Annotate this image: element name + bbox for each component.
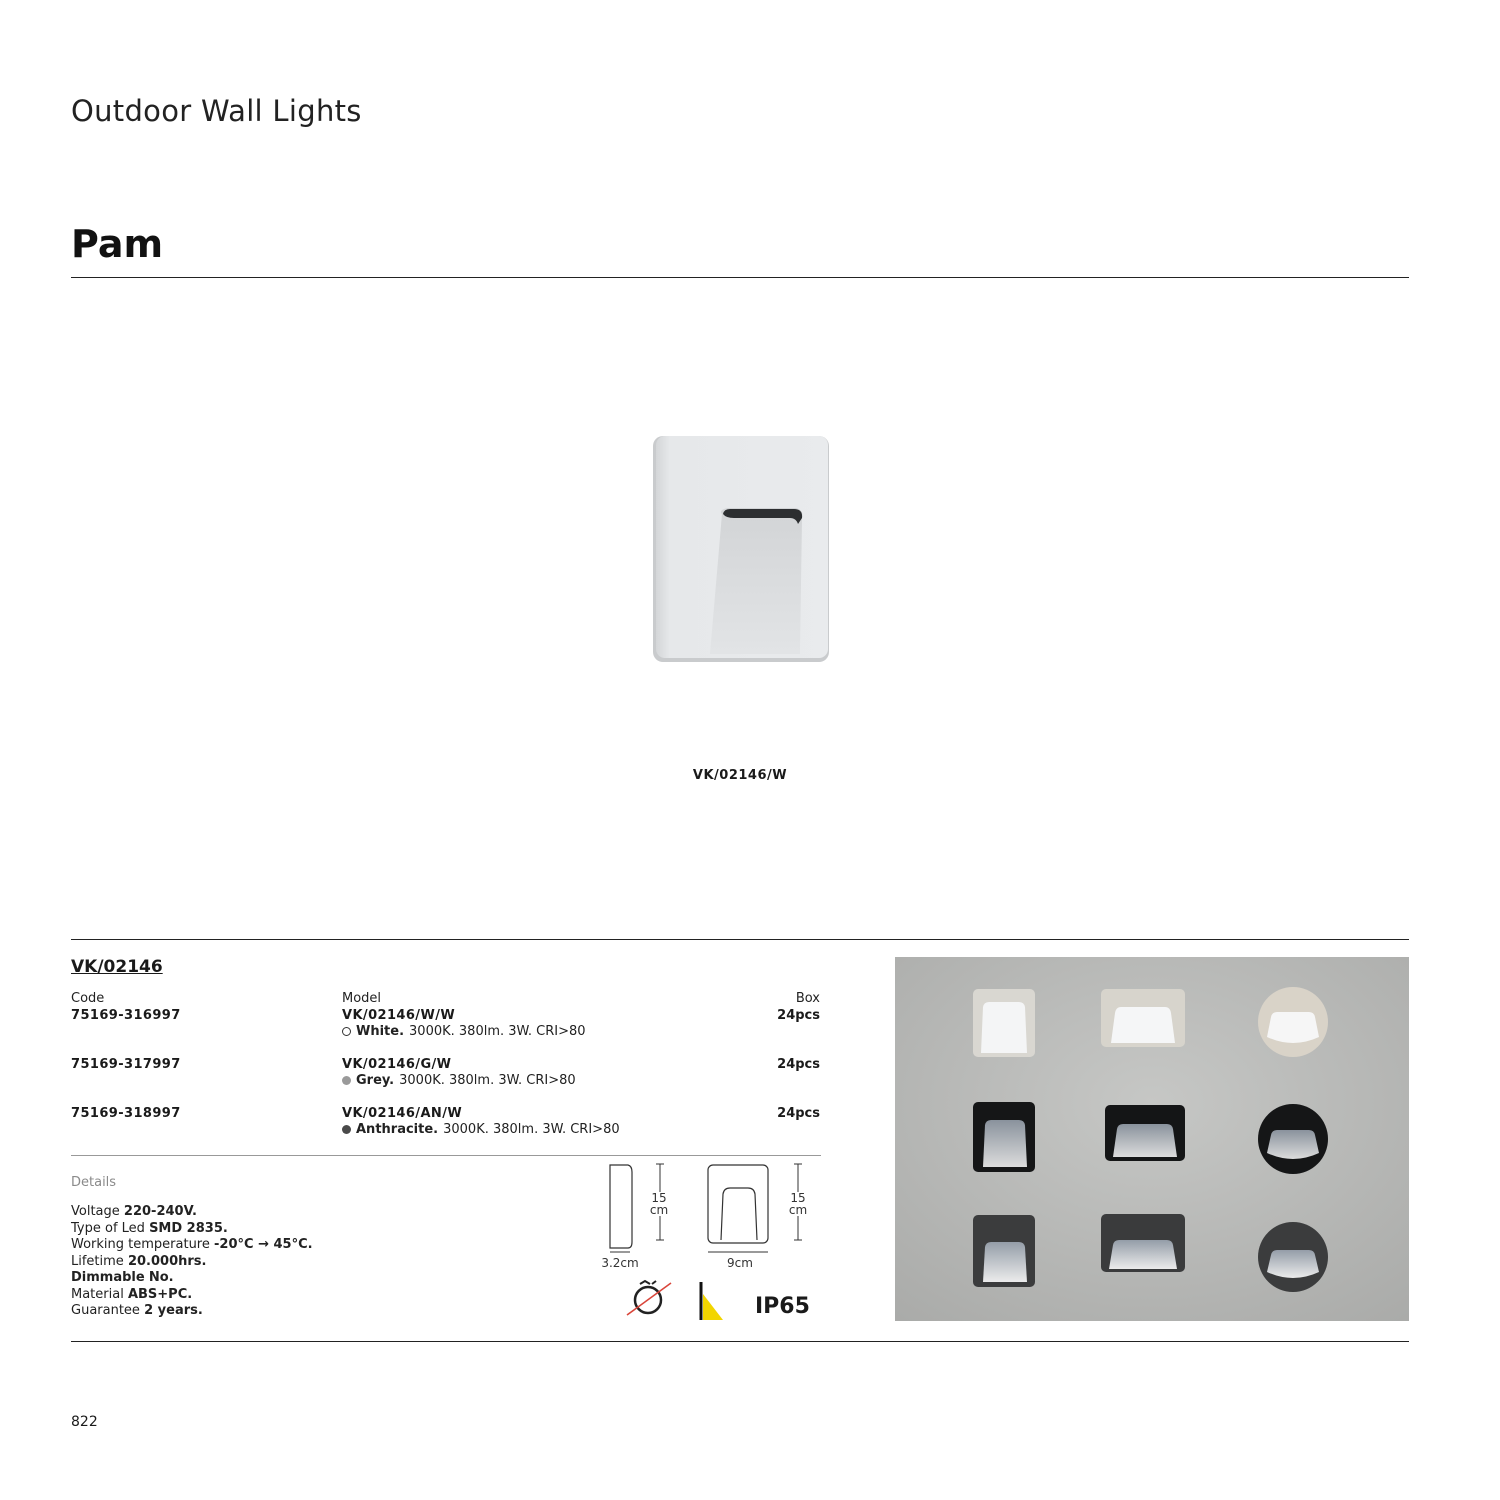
side-height-label: 15 cm: [646, 1192, 672, 1216]
spec-dimmable: Dimmable No.: [71, 1270, 174, 1285]
model-header: Model: [342, 991, 382, 1006]
row-box: 24pcs: [777, 1106, 820, 1121]
section-divider: [71, 939, 1409, 940]
ip-rating: IP65: [755, 1294, 810, 1319]
page-number: 822: [71, 1414, 98, 1430]
row-description: [342, 1024, 586, 1039]
row-code: 75169-318997: [71, 1106, 181, 1121]
row-color-name: White.: [356, 1024, 405, 1039]
side-depth-label: 3.2cm: [601, 1256, 639, 1270]
spec-lifetime: Lifetime 20.000hrs.: [71, 1254, 207, 1269]
row-box: 24pcs: [777, 1008, 820, 1023]
spec-guarantee: Guarantee 2 years.: [71, 1303, 203, 1318]
row-color-name: Grey.: [356, 1073, 395, 1088]
details-divider: [71, 1155, 821, 1156]
hero-caption: VK/02146/W: [692, 768, 788, 783]
box-header: Box: [795, 991, 820, 1006]
row-model: VK/02146/G/W: [342, 1057, 452, 1072]
header-divider: [71, 277, 1409, 278]
row-color-name: Anthracite.: [356, 1122, 439, 1137]
non-dimmable-icon: [624, 1278, 674, 1318]
beam-angle-icon: [697, 1280, 731, 1322]
anthracite-swatch-icon: [342, 1125, 351, 1134]
color-variants-photo: [895, 957, 1409, 1321]
front-height-label: 15 cm: [785, 1192, 811, 1216]
product-name: Pam: [71, 222, 164, 266]
row-description: [342, 1073, 576, 1088]
row-specs: 3000K. 380lm. 3W. CRI>80: [409, 1024, 586, 1039]
product-image: [650, 432, 832, 664]
spec-working-temperature: Working temperature -20°C → 45°C.: [71, 1237, 313, 1252]
row-code: 75169-316997: [71, 1008, 181, 1023]
details-title: Details: [71, 1175, 117, 1190]
footer-divider: [71, 1341, 1409, 1342]
spec-material: Material ABS+PC.: [71, 1287, 193, 1302]
row-description: [342, 1122, 620, 1137]
row-model: VK/02146/AN/W: [342, 1106, 463, 1121]
series-code: VK/02146: [71, 957, 163, 977]
row-code: 75169-317997: [71, 1057, 181, 1072]
spec-voltage: Voltage 220-240V.: [71, 1204, 197, 1219]
row-specs: 3000K. 380lm. 3W. CRI>80: [443, 1122, 620, 1137]
row-specs: 3000K. 380lm. 3W. CRI>80: [399, 1073, 576, 1088]
row-model: VK/02146/W/W: [342, 1008, 456, 1023]
category-title: Outdoor Wall Lights: [71, 94, 362, 128]
front-width-label: 9cm: [727, 1256, 753, 1270]
spec-led-type: Type of Led SMD 2835.: [71, 1221, 228, 1236]
code-header: Code: [71, 991, 105, 1006]
row-box: 24pcs: [777, 1057, 820, 1072]
white-swatch-icon: [342, 1027, 351, 1036]
grey-swatch-icon: [342, 1076, 351, 1085]
